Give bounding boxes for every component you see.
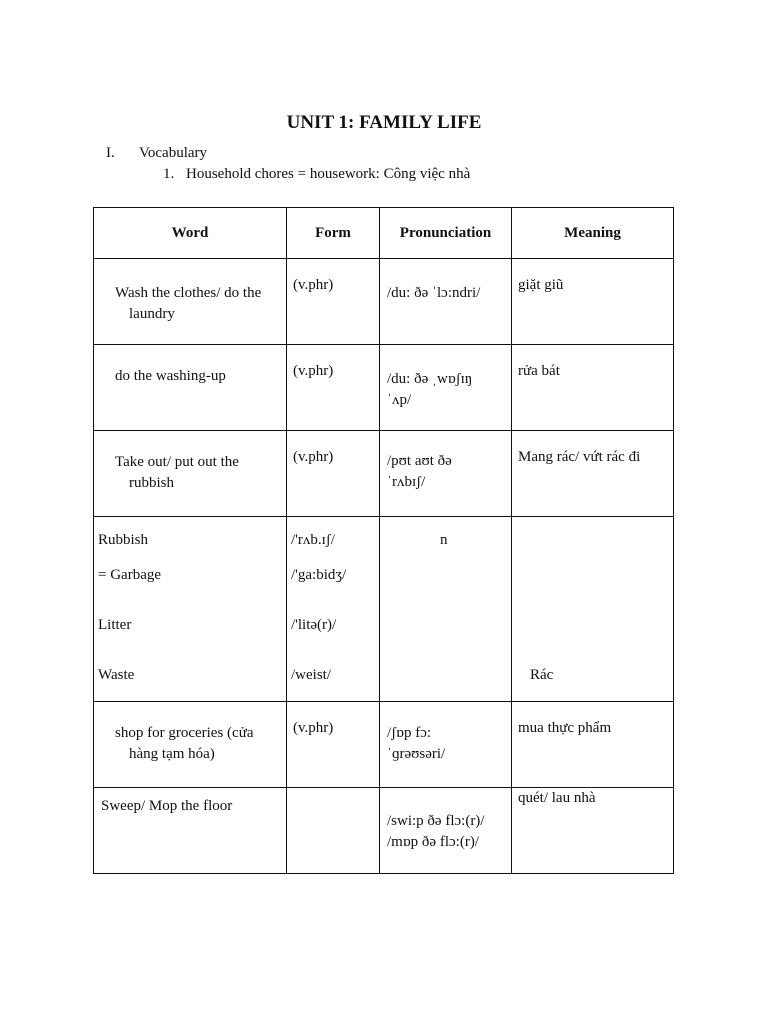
meaning-cell [512,517,674,702]
meaning-cell: giặt giũ [512,259,674,345]
header-pronunciation: Pronunciation [380,208,512,259]
form-cell: (v.phr) [287,702,380,788]
form-cell: (v.phr) [287,259,380,345]
header-form: Form [287,208,380,259]
pronunciation-cell [287,517,380,702]
word-cell [94,702,287,788]
meaning-cell: rửa bát [512,345,674,431]
pronunciation-cell [380,259,512,345]
meaning-cell: Mang rác/ vứt rác đi [512,431,674,517]
pronunciation-text: /pʊt aʊt ðə [387,453,452,469]
word-text: Rubbish [98,532,149,548]
form-cell: (v.phr) [287,431,380,517]
pronunciation-cell [380,702,512,788]
form-cell [287,788,380,874]
word-cell [94,259,287,345]
word-text: Waste [98,667,135,683]
table-row [94,702,674,788]
meaning-text: Rác [530,667,554,683]
word-text: rubbish [129,475,174,491]
table-row [94,259,674,345]
word-text: Take out/ put out the [115,454,239,470]
pronunciation-cell [380,345,512,431]
pronunciation-text: /mɒp ðə flɔ:(r)/ [387,834,479,850]
pronunciation-cell [380,431,512,517]
pronunciation-text: ˈɡrəʊsəri/ [387,746,446,762]
pronunciation-text: /'litə(r)/ [291,617,337,633]
word-cell [94,788,287,874]
table-row [94,517,674,702]
meaning-cell: mua thực phẩm [512,702,674,788]
pronunciation-text: /du: ðə ˈlɔ:ndri/ [387,285,481,301]
pronunciation-text: ˈrʌbɪʃ/ [387,474,426,490]
word-cell [94,345,287,431]
word-text: hàng tạm hóa) [129,746,215,762]
form-text: n [440,532,448,548]
word-text: = Garbage [98,567,162,583]
pronunciation-text: /ʃɒp fɔ: [387,725,432,741]
word-text: Litter [98,617,132,633]
table-row [94,431,674,517]
header-meaning: Meaning [512,208,674,259]
header-word: Word [94,208,287,259]
table-header-row [94,208,674,259]
form-cell: (v.phr) [287,345,380,431]
pronunciation-text: /du: ðə ˌwɒʃɪŋ [387,371,473,387]
pronunciation-text: /weist/ [291,667,331,683]
table-row [94,788,674,874]
word-text: Sweep/ Mop the floor [101,798,233,814]
word-text: Wash the clothes/ do the [115,285,262,301]
subsection-title: Household chores = housework: Công việc nhà [186,166,471,182]
meaning-cell: quét/ lau nhà [512,788,674,874]
pronunciation-cell [380,788,512,874]
word-cell [94,517,287,702]
word-text: shop for groceries (cửa [115,725,254,741]
pronunciation-text: ˈʌp/ [387,392,412,408]
section-title: Vocabulary [139,145,208,161]
pronunciation-text: /'ga:bidʒ/ [291,567,347,583]
subsection-number: 1. [163,166,175,182]
table-row [94,345,674,431]
word-text: laundry [129,306,175,322]
pronunciation-text: /'rʌb.ɪʃ/ [291,532,335,548]
form-cell [380,517,512,702]
vocabulary-table [93,207,674,874]
page-title: UNIT 1: FAMILY LIFE [286,112,482,133]
section-number: I. [106,145,115,161]
word-text: do the washing-up [115,368,226,384]
word-cell [94,431,287,517]
pronunciation-text: /swi:p ðə flɔ:(r)/ [387,813,485,829]
